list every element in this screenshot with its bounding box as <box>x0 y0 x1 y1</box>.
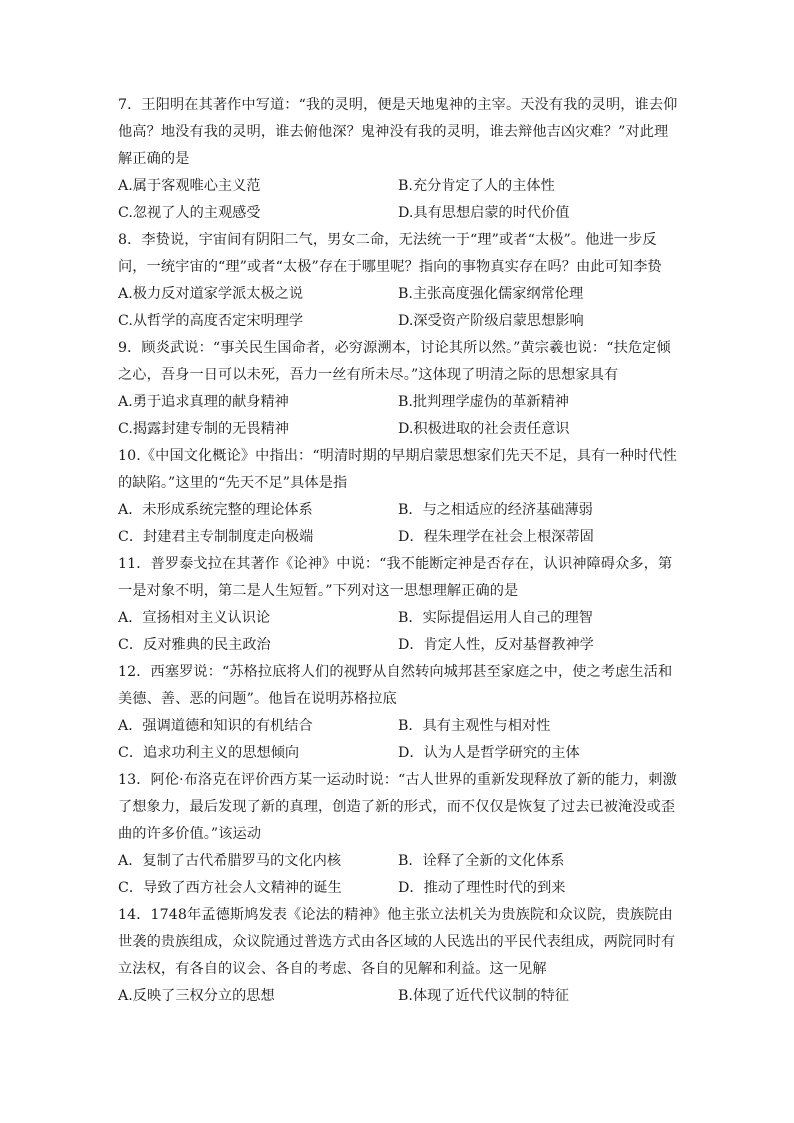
option-d: D．推动了理性时代的到来 <box>398 880 566 896</box>
question-14 <box>118 902 678 1010</box>
question-9 <box>118 335 678 443</box>
question-stem: 14．1748年孟德斯鸠发表《论法的精神》他主张立法机关为贵族院和众议院，贵族院由世袭的贵族组成，众议院通过普选方式由各区域的人民选出的平民代表组成，两院同时有立法权，有各自的议会、各自的考虑、各自的见解和利益。这一见解 <box>118 907 676 977</box>
option-b: B．具有主观性与相对性 <box>398 718 551 734</box>
option-b: B.体现了近代代议制的特征 <box>398 988 569 1004</box>
question-12 <box>118 659 678 767</box>
option-c: C．导致了西方社会人文精神的诞生 <box>118 880 342 896</box>
option-d: D．程朱理学在社会上根深蒂固 <box>398 529 594 545</box>
option-d: D.具有思想启蒙的时代价值 <box>398 205 570 221</box>
option-d: D．认为人是哲学研究的主体 <box>398 745 580 761</box>
question-8 <box>118 227 678 335</box>
option-b: B.充分肯定了人的主体性 <box>398 178 555 194</box>
option-b: B.主张高度强化儒家纲常伦理 <box>398 286 584 302</box>
option-list <box>118 173 678 227</box>
option-a: A．宣扬相对主义认识论 <box>118 610 271 626</box>
question-stem: 9．顾炎武说：“事关民生国命者，必穷源溯本，讨论其所以然。”黄宗羲也说：“扶危定倾之心，吾身一日可以未死，吾力一丝有所未尽。”这体现了明清之际的思想家具有 <box>118 340 671 383</box>
option-b: B．与之相适应的经济基础薄弱 <box>398 502 593 518</box>
question-stem: 7．王阳明在其著作中写道：“我的灵明，便是天地鬼神的主宰。天没有我的灵明，谁去仰他高？地没有我的灵明，谁去俯他深？鬼神没有我的灵明，谁去辩他吉凶灾难？”对此理解正确的是 <box>118 97 678 167</box>
question-11 <box>118 551 678 659</box>
question-stem: 13．阿伦·布洛克在评价西方某一运动时说：“古人世界的重新发现释放了新的能力，刺激了想象力，最后发现了新的真理，创造了新的形式，而不仅仅是恢复了过去已被淹没或歪曲的许多价值。”该运动 <box>118 772 677 842</box>
option-a: A.反映了三权分立的思想 <box>118 988 275 1004</box>
option-b: B．实际提倡运用人自己的理智 <box>398 610 593 626</box>
option-c: C．追求功利主义的思想倾向 <box>118 745 300 761</box>
option-a: A.极力反对道家学派太极之说 <box>118 286 304 302</box>
option-c: C.揭露封建专制的无畏精神 <box>118 421 289 437</box>
option-d: D．肯定人性，反对基督教神学 <box>398 637 594 653</box>
question-13 <box>118 767 678 902</box>
option-c: C.从哲学的高度否定宋明理学 <box>118 313 304 329</box>
question-list <box>118 92 678 1010</box>
question-7 <box>118 92 678 227</box>
option-list <box>118 281 678 335</box>
option-list <box>118 389 678 443</box>
option-list <box>118 497 678 551</box>
option-list <box>118 983 678 1010</box>
option-c: C.忽视了人的主观感受 <box>118 205 261 221</box>
question-stem: 12．西塞罗说：“苏格拉底将人们的视野从自然转向城邦甚至家庭之中，使之考虑生活和美德、善、恶的问题”。他旨在说明苏格拉底 <box>118 664 673 707</box>
option-list <box>118 605 678 659</box>
option-a: A.属于客观唯心主义范 <box>118 178 261 194</box>
option-a: A．未形成系统完整的理论体系 <box>118 502 313 518</box>
question-stem: 8．李贽说，宇宙间有阴阳二气，男女二命，无法统一于“理”或者“太极”。他进一步反问，一统宇宙的“理”或者“太极”存在于哪里呢？指向的事物真实存在吗？由此可知李贽 <box>118 232 662 275</box>
option-list <box>118 713 678 767</box>
option-a: A．强调道德和知识的有机结合 <box>118 718 313 734</box>
option-b: B.批判理学虚伪的革新精神 <box>398 394 569 410</box>
question-10 <box>118 443 678 551</box>
option-b: B．诠释了全新的文化体系 <box>398 853 565 869</box>
option-list <box>118 848 678 902</box>
option-c: C．封建君主专制制度走向极端 <box>118 529 314 545</box>
option-a: A.勇于追求真理的献身精神 <box>118 394 289 410</box>
option-d: D.积极进取的社会责任意识 <box>398 421 570 437</box>
question-stem: 10.《中国文化概论》中指出：“明清时期的早期启蒙思想家们先天不足，具有一种时代性的缺陷。”这里的“先天不足”具体是指 <box>118 448 677 491</box>
option-d: D.深受资产阶级启蒙思想影响 <box>398 313 584 329</box>
option-c: C．反对雅典的民主政治 <box>118 637 271 653</box>
question-stem: 11．普罗泰戈拉在其著作《论神》中说：“我不能断定神是否存在，认识神障碍众多，第一是对象不明，第二是人生短暂。”下列对这一思想理解正确的是 <box>118 556 673 599</box>
option-a: A．复制了古代希腊罗马的文化内核 <box>118 853 342 869</box>
